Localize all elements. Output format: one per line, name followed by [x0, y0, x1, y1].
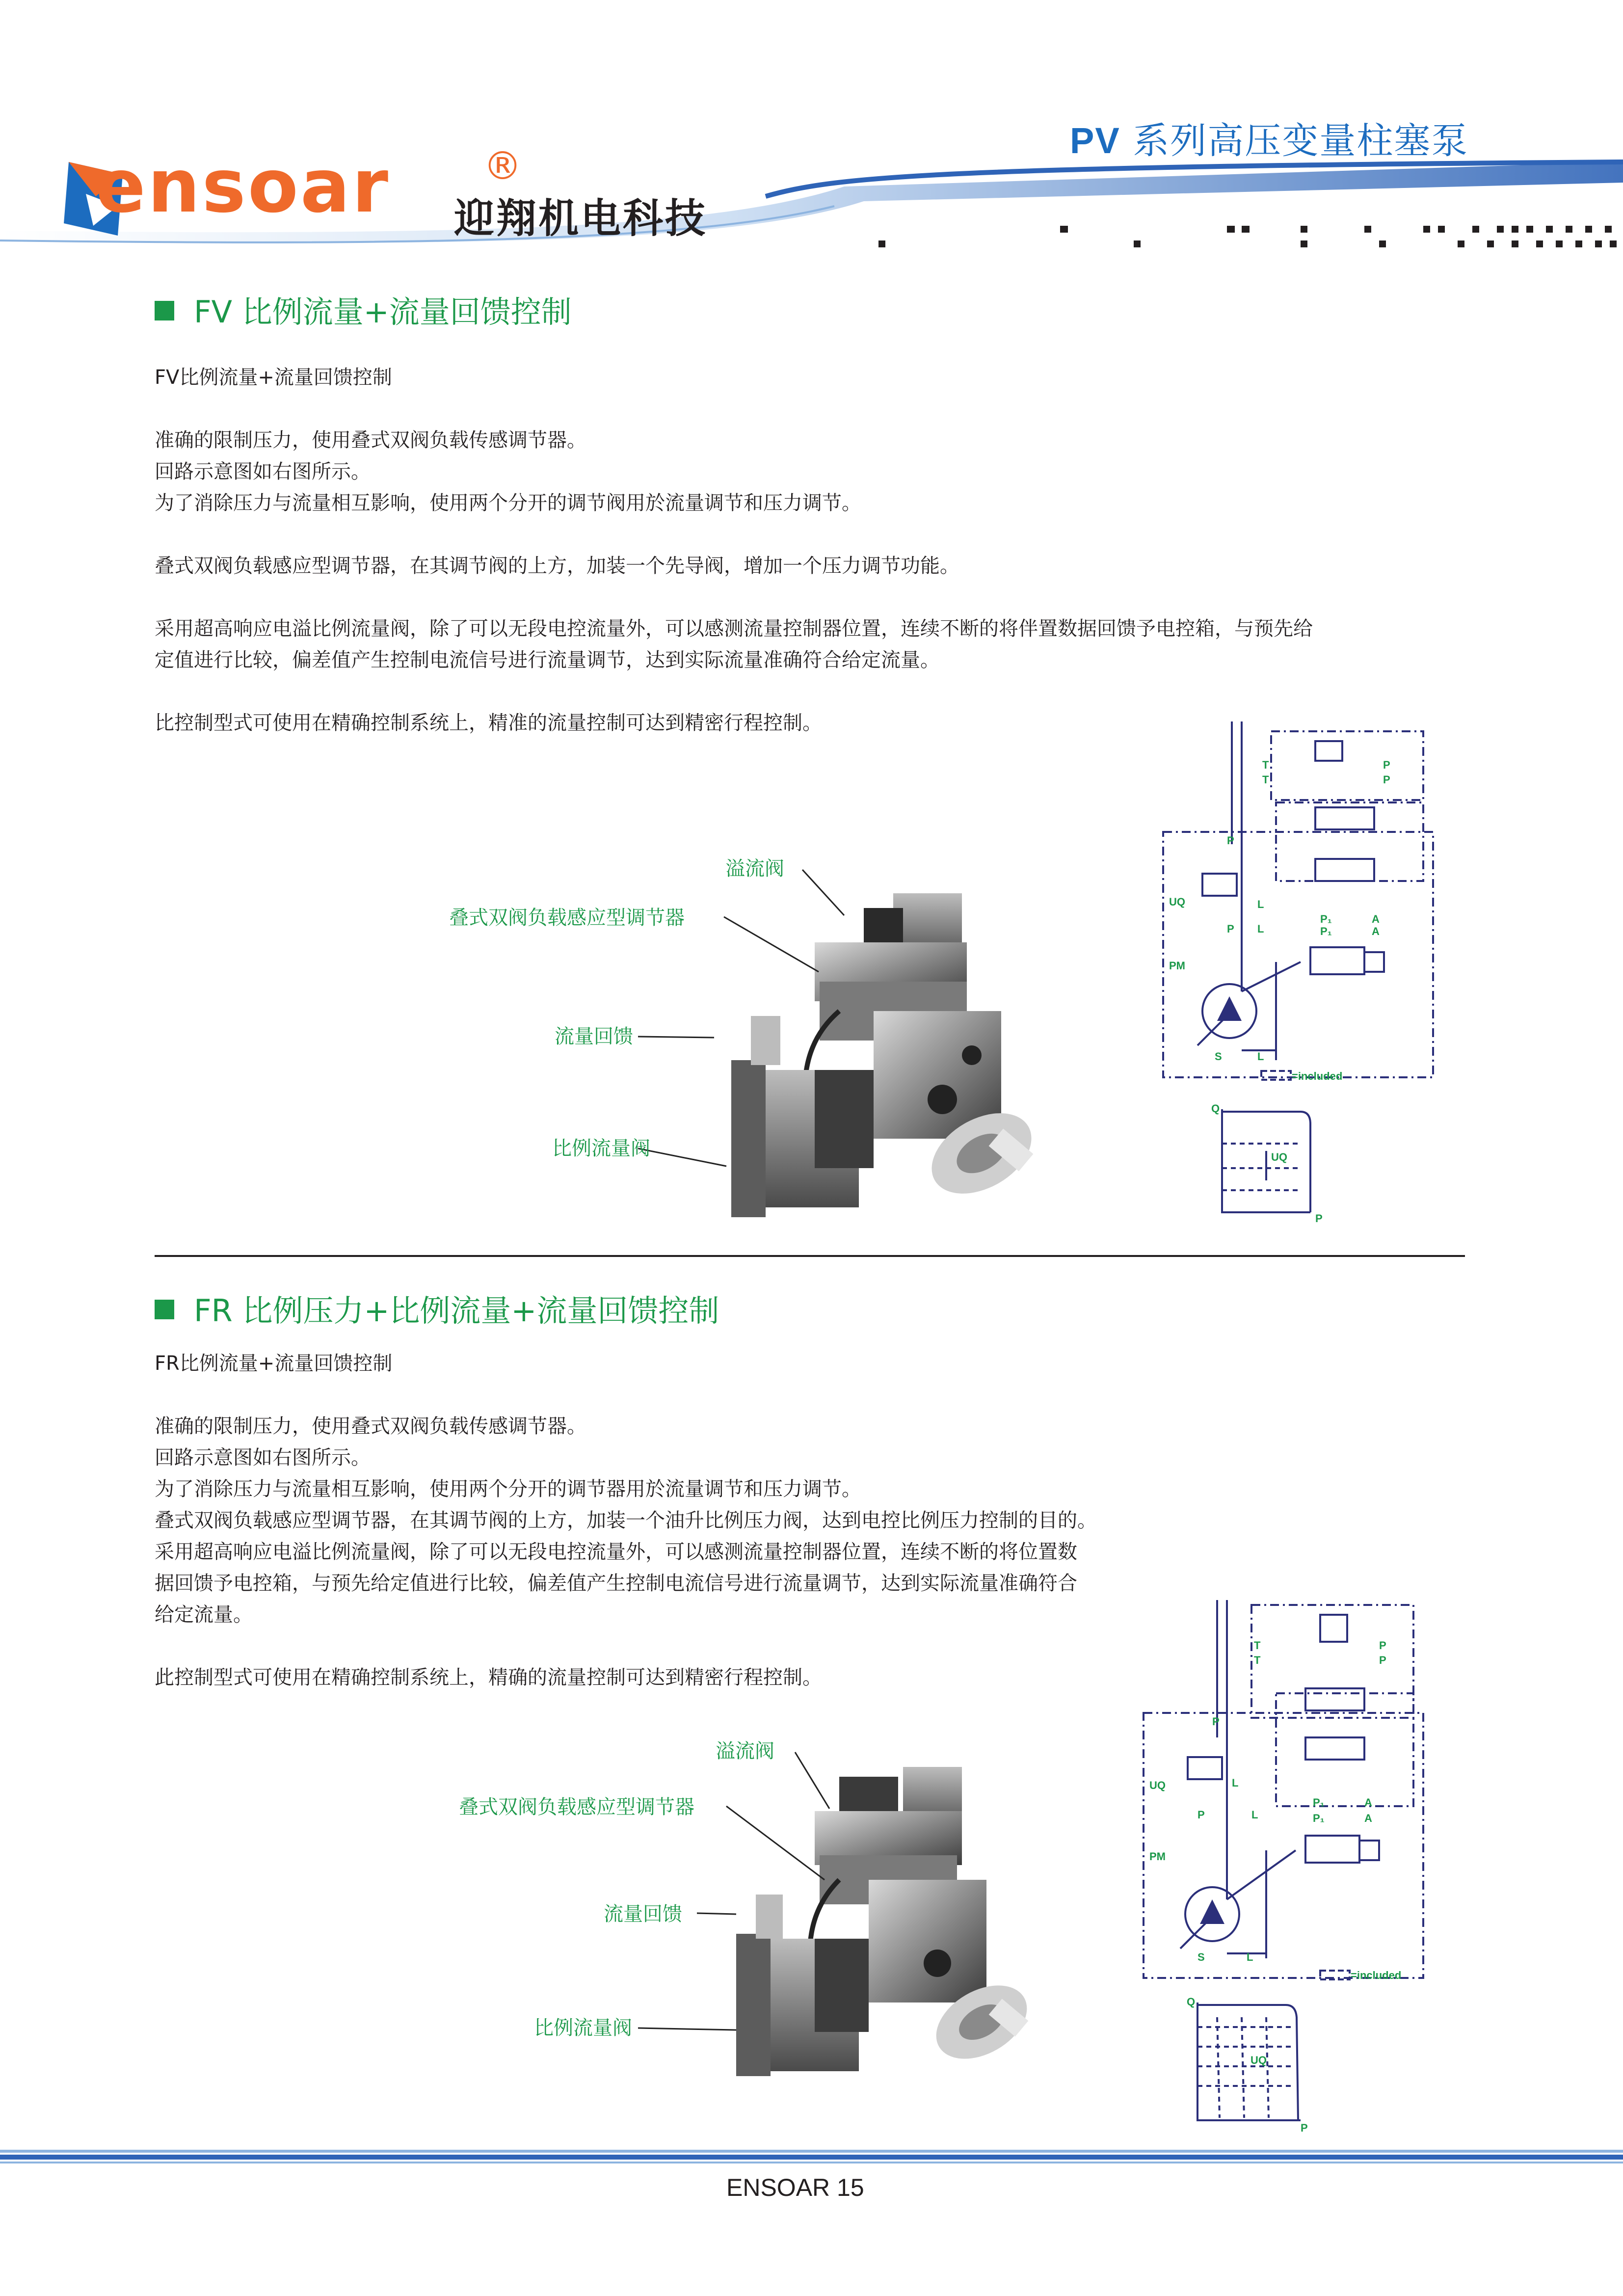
- port-P1: P₁: [1320, 913, 1332, 925]
- axis-P: P: [1301, 2122, 1308, 2134]
- port-P: P: [1383, 759, 1390, 771]
- label-PM: PM: [1169, 960, 1185, 972]
- port-P: P: [1212, 1715, 1220, 1728]
- section2-title: [155, 1293, 719, 1329]
- port-P1: P₁: [1313, 1812, 1325, 1824]
- section1-body: [155, 362, 1313, 739]
- s1-line: FV比例流量+流量回馈控制: [155, 366, 392, 389]
- label-proportional-flow-valve: 比例流量阀: [552, 1137, 650, 1160]
- s2-line: 准确的限制压力，使用叠式双阀负载传感调节器。: [155, 1415, 586, 1438]
- s1-line: 叠式双阀负载感应型调节器，在其调节阀的上方，加装一个先导阀，增加一个压力调节功能。: [155, 555, 959, 577]
- callout-lines-1: [638, 854, 883, 1198]
- included-legend: =included: [1351, 1969, 1402, 1981]
- s2-line: 为了消除压力与流量相互影响，使用两个分开的调节器用於流量调节和压力调节。: [155, 1478, 861, 1500]
- brand-chinese-name: 迎翔机电科技: [454, 195, 708, 242]
- port-A: A: [1372, 925, 1380, 937]
- port-L: L: [1232, 1777, 1239, 1789]
- label-flow-feedback: 流量回馈: [555, 1025, 633, 1048]
- section2-body: [155, 1348, 1097, 1693]
- s2-line: 回路示意图如右图所示。: [155, 1446, 371, 1469]
- s1-line: 定值进行比较，偏差值产生控制电流信号进行流量调节，达到实际流量准确符合给定流量。: [155, 649, 940, 671]
- port-A: A: [1364, 1796, 1372, 1809]
- port-A: A: [1364, 1812, 1372, 1824]
- label-proportional-flow-valve: 比例流量阀: [534, 2017, 632, 2039]
- label-relief-valve: 溢流阀: [716, 1740, 774, 1762]
- port-T: T: [1254, 1654, 1261, 1666]
- s2-line: 据回馈予电控箱，与预先给定值进行比较，偏差值产生控制电流信号进行流量调节，达到实际流量准确符合: [155, 1572, 1077, 1595]
- series-title-text: 系列高压变量柱塞泵: [1120, 120, 1469, 162]
- label-UQ: UQ: [1271, 1151, 1287, 1163]
- port-L: L: [1257, 1050, 1264, 1063]
- series-title: [1070, 120, 1469, 162]
- port-T: T: [1254, 1639, 1261, 1652]
- s2-line: 采用超高响应电溢比例流量阀，除了可以无段电控流量外，可以感测流量控制器位置，连续不断的将位置数: [155, 1541, 1077, 1563]
- port-P: P: [1379, 1639, 1386, 1652]
- hydraulic-schematic-1: [1153, 717, 1438, 1237]
- s1-line: 回路示意图如右图所示。: [155, 460, 371, 483]
- port-S: S: [1197, 1951, 1205, 1963]
- port-P: P: [1383, 774, 1390, 786]
- brand-logo-text: ensoar: [96, 144, 391, 229]
- section2-title-text: FR 比例压力+比例流量+流量回馈控制: [194, 1293, 719, 1329]
- label-flow-feedback: 流量回馈: [604, 1903, 682, 1925]
- label-UQ: UQ: [1149, 1779, 1166, 1791]
- axis-P: P: [1315, 1212, 1323, 1225]
- port-L: L: [1251, 1809, 1258, 1821]
- port-S: S: [1215, 1050, 1222, 1063]
- s2-line: 此控制型式可使用在精确控制系统上，精确的流量控制可达到精密行程控制。: [155, 1666, 822, 1689]
- axis-Q: Q: [1187, 1996, 1196, 2008]
- s1-line: 比控制型式可使用在精确控制系统上，精准的流量控制可达到精密行程控制。: [155, 712, 822, 734]
- port-A: A: [1372, 913, 1380, 925]
- port-P: P: [1227, 923, 1234, 935]
- hydraulic-schematic-2: [1134, 1595, 1438, 2135]
- label-UQ: UQ: [1169, 896, 1185, 908]
- port-P1: P₁: [1320, 925, 1332, 937]
- port-L: L: [1247, 1951, 1253, 1963]
- s2-line: FR比例流量+流量回馈控制: [155, 1352, 393, 1375]
- port-P: P: [1227, 834, 1234, 847]
- label-stacked-regulator: 叠式双阀负载感应型调节器: [449, 907, 685, 929]
- port-P: P: [1197, 1809, 1205, 1821]
- section1-title-text: FV 比例流量+流量回馈控制: [194, 294, 572, 330]
- axis-Q: Q: [1211, 1102, 1220, 1115]
- s2-line: 给定流量。: [155, 1603, 253, 1626]
- page-footer: ENSOAR 15: [726, 2174, 864, 2201]
- s1-line: 准确的限制压力，使用叠式双阀负载传感调节器。: [155, 429, 586, 452]
- label-PM: PM: [1149, 1850, 1166, 1863]
- section-divider: [155, 1255, 1465, 1257]
- port-T: T: [1262, 759, 1269, 771]
- footer-rule: [0, 2150, 1623, 2164]
- s1-line: 采用超高响应电溢比例流量阀，除了可以无段电控流量外，可以感测流量控制器位置，连续不断的将伴置数据回馈予电控箱，与预先给: [155, 617, 1313, 640]
- port-T: T: [1262, 774, 1269, 786]
- square-bullet-icon: [155, 301, 174, 320]
- section1-title: [155, 294, 572, 330]
- series-prefix: PV: [1070, 120, 1120, 161]
- port-P: P: [1379, 1654, 1386, 1666]
- s1-line: 为了消除压力与流量相互影响，使用两个分开的调节阀用於流量调节和压力调节。: [155, 492, 861, 514]
- label-stacked-regulator: 叠式双阀负载感应型调节器: [459, 1796, 694, 1818]
- port-L: L: [1257, 923, 1264, 935]
- label-UQ: UQ: [1251, 2054, 1267, 2066]
- port-P1: P₁: [1313, 1796, 1325, 1809]
- included-legend: =included: [1292, 1070, 1343, 1082]
- label-relief-valve: 溢流阀: [725, 857, 784, 880]
- registered-mark: ®: [483, 144, 522, 188]
- s2-line: 叠式双阀负载感应型调节器，在其调节阀的上方，加装一个油升比例压力阀，达到电控比例压力控制的目的。: [155, 1509, 1097, 1532]
- square-bullet-icon: [155, 1300, 174, 1319]
- port-L: L: [1257, 898, 1264, 910]
